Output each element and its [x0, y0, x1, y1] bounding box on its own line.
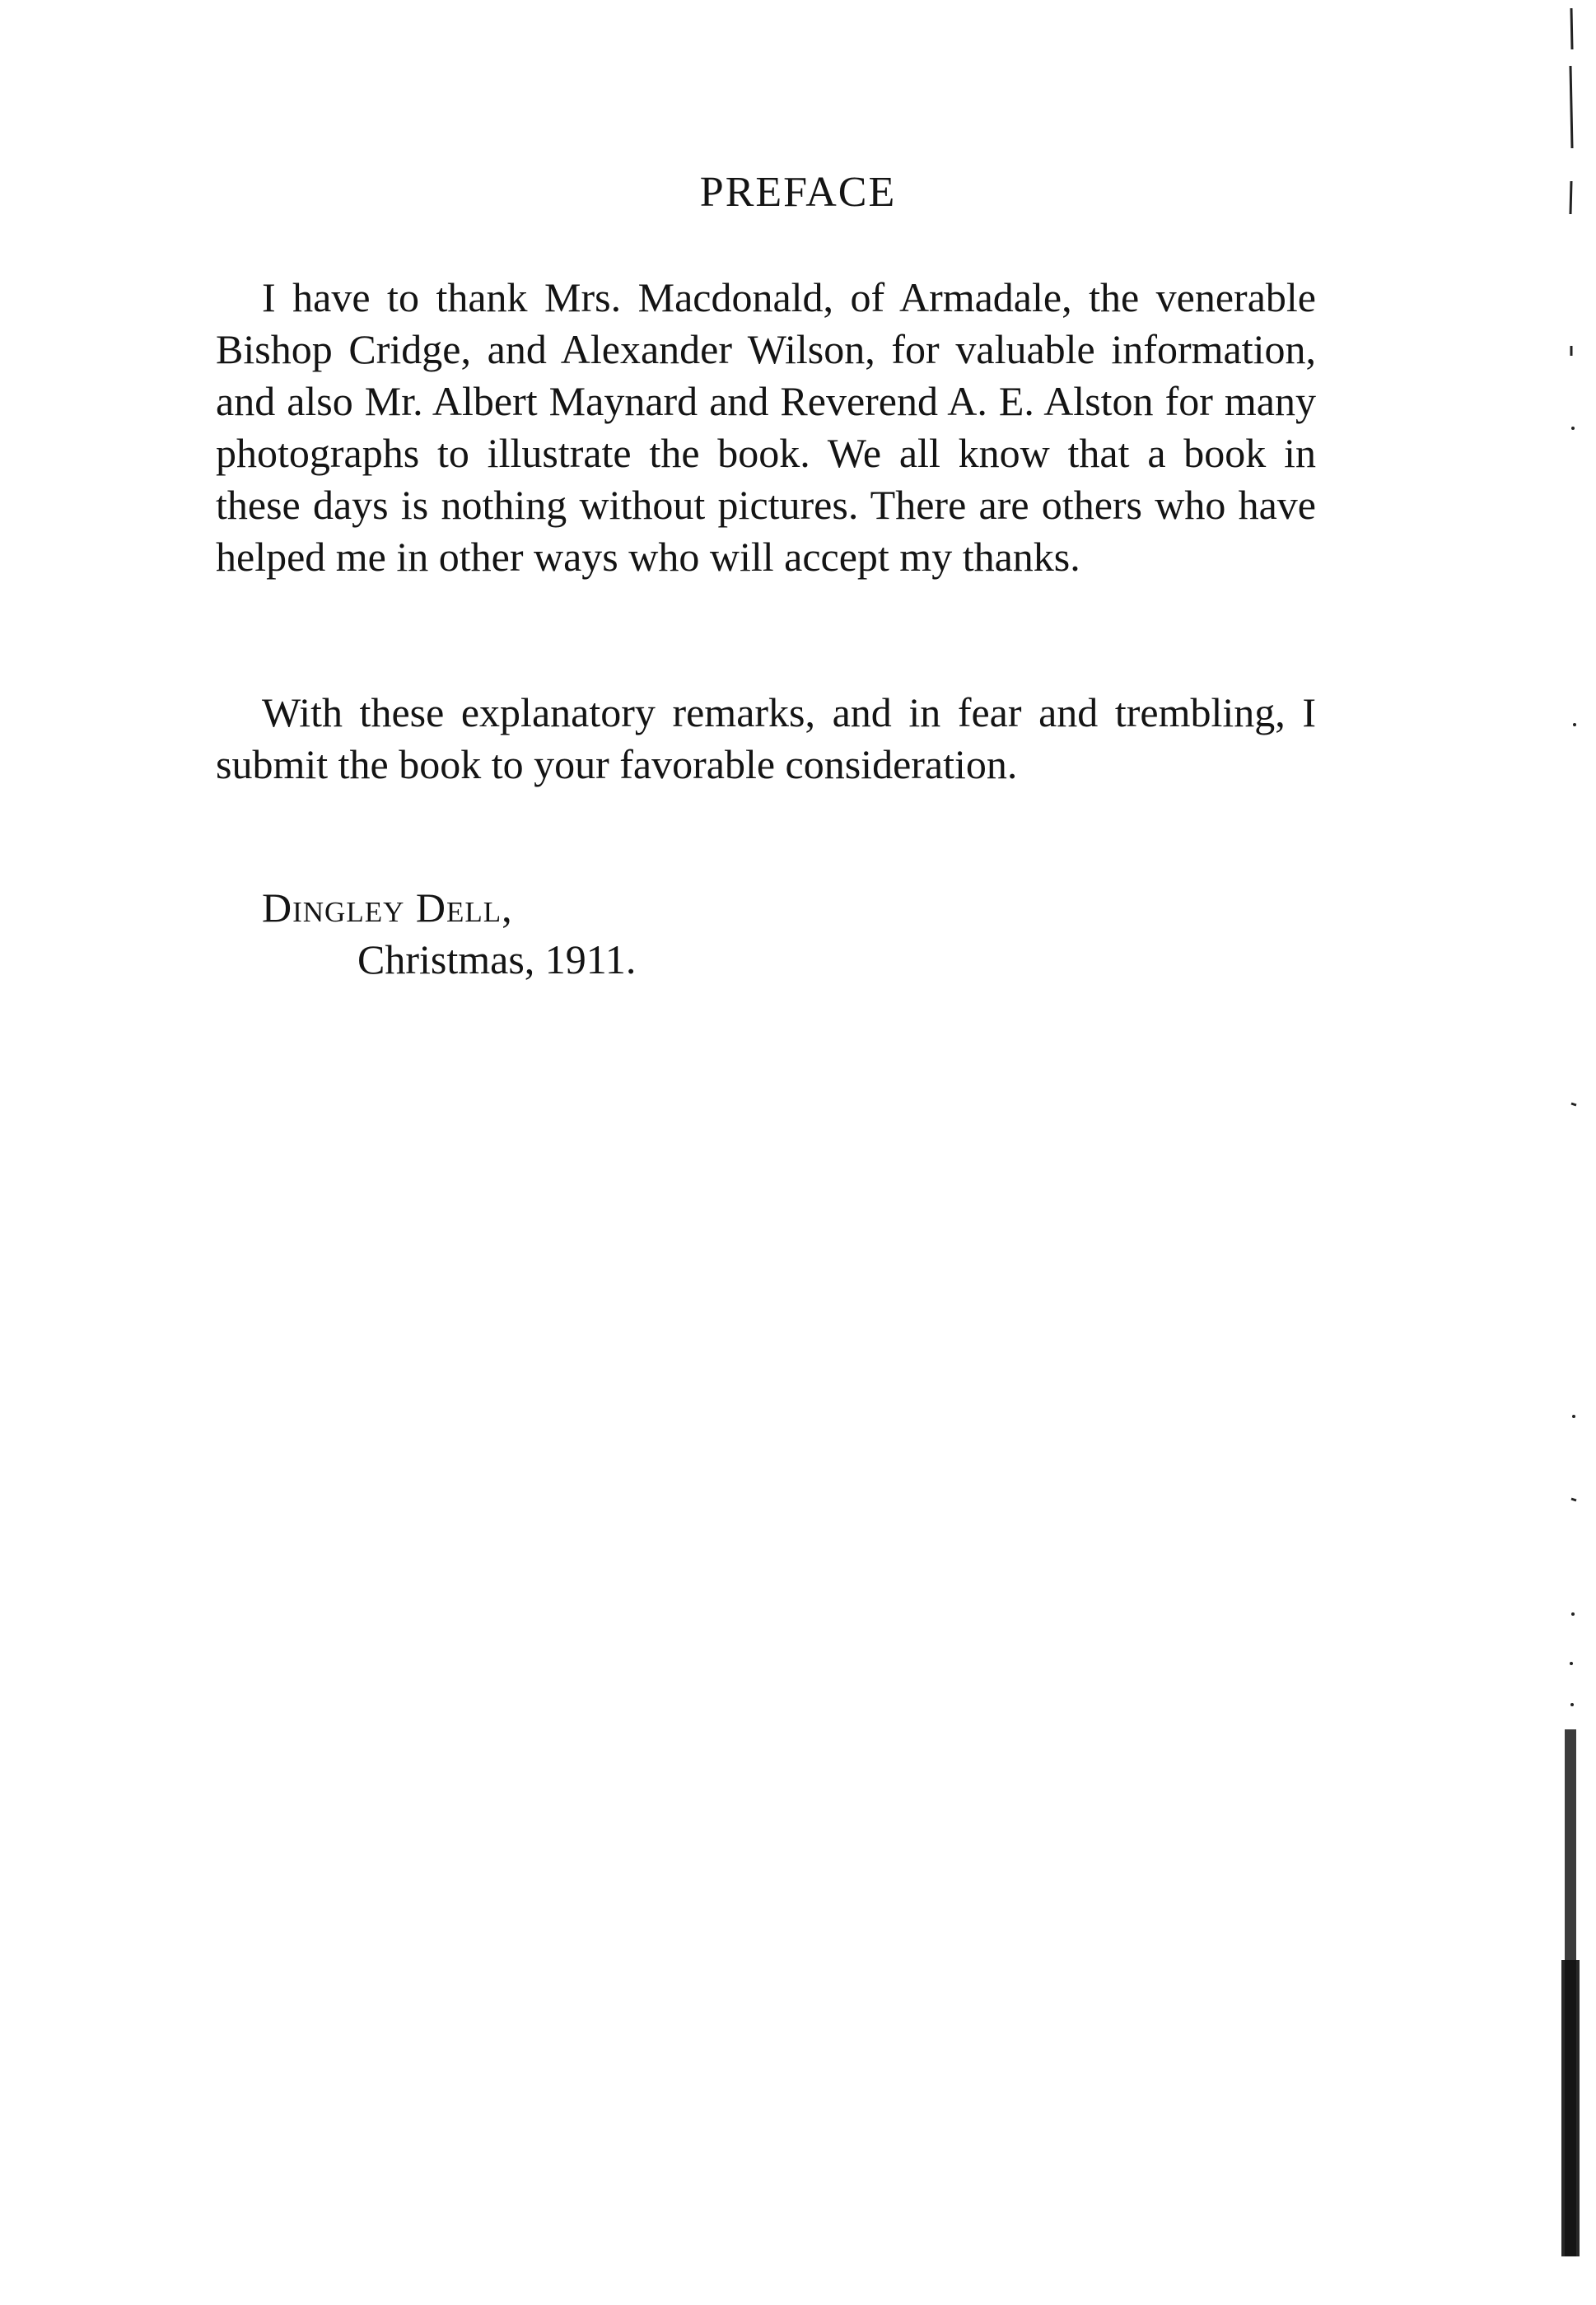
preface-paragraph-1: I have to thank Mrs. Macdonald, of Armadale, the venerable Bishop Cridge, and Alexander Wilson, for valuable information, and also Mr. Albert Maynard and Reverend A. E. Alston for many photographs to illustrate the book. We all know that a book in these days is nothing without pictures. There are others who have helped me in other ways who will accept my thanks.	[216, 274, 1316, 580]
page-title: PREFACE	[699, 169, 897, 216]
scan-binding-edge	[1547, 0, 1596, 2305]
preface-paragraph-2: With these explanatory remarks, and in fear and trembling, I submit the book to your favorable consideration.	[216, 689, 1316, 787]
signature-place: Dingley Dell,	[262, 884, 513, 931]
signature-date: Christmas, 1911.	[357, 936, 637, 982]
